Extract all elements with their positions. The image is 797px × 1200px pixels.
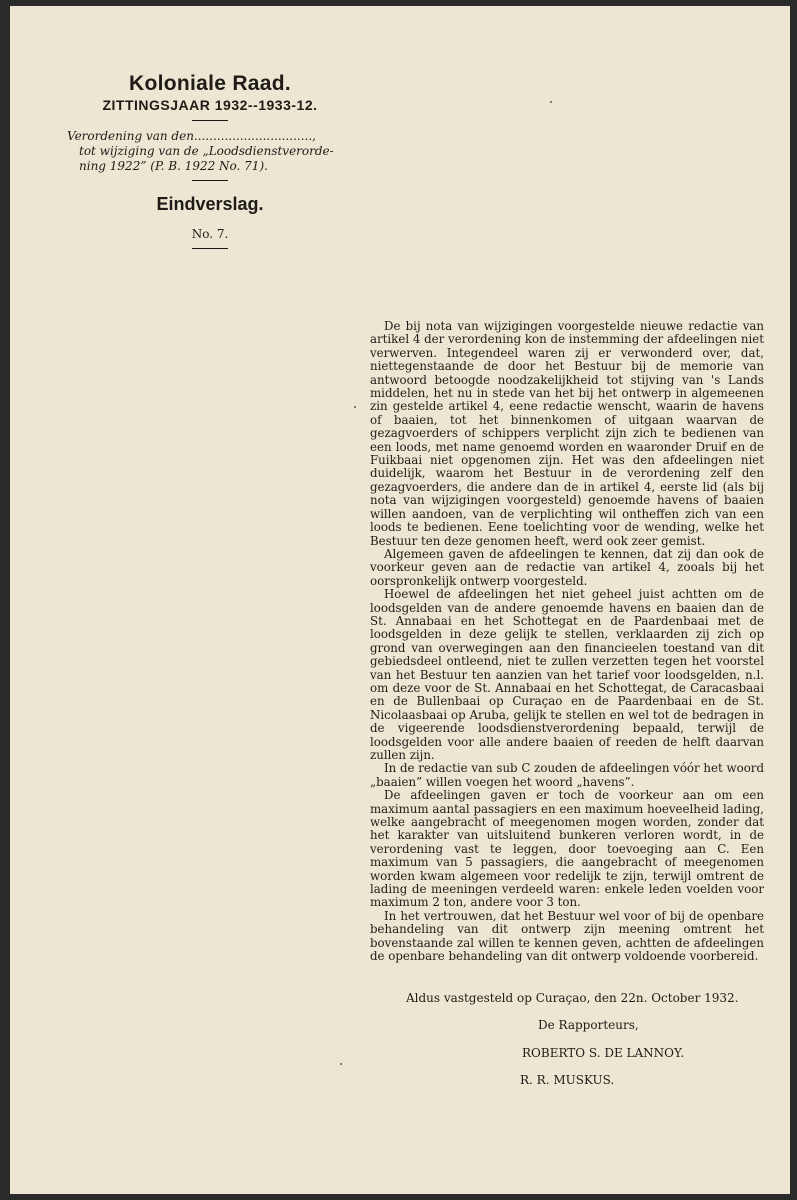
ordinance-subject: [65, 129, 355, 174]
document-header: [65, 72, 355, 249]
subject-rule: [192, 180, 228, 181]
speck: [550, 101, 552, 103]
speck: [340, 1063, 342, 1065]
report-title: Eindverslag.: [156, 194, 264, 214]
paragraph-4: In de redactie van sub C zouden de afdeelingen vóór het woord „baaien” willen voegen het woord „havens”.: [370, 761, 764, 789]
ordinance-line-3: ning 1922” (P. B. 1922 No. 71).: [79, 159, 268, 173]
council-title: Koloniale Raad.: [128, 72, 292, 95]
ordinance-line-1: Verordening van den...............................,: [67, 129, 316, 143]
speck: [354, 406, 356, 408]
signatory-2: R. R. MUSKUS.: [520, 1073, 615, 1087]
number-rule: [192, 248, 228, 249]
rapporteurs-label: De Rapporteurs,: [538, 1018, 639, 1032]
paragraph-2: Algemeen gaven de afdeelingen te kennen, dat zij dan ook de voorkeur geven aan de redactie van artikel 4, zooals bij het oorspronkelijk ontwerp voorgesteld.: [370, 546, 764, 588]
paragraph-3: Hoewel de afdeelingen het niet geheel juist achtten om de loodsgelden van de andere genoemde havens en baaien dan de St. Annabaai en het Schottegat en de Paardenbaai met de loodsgelden in deze gelijk te stellen, verklaarden zij zich op grond van overwegingen aan den financieelen toestand van dit gebiedsdeel ontleend, niet te zullen verzetten tegen het voorstel van het Bestuur ten aanzien van het tarief voor loodsgelden, n.l. om deze voor de St. Annabaai en het Schottegat, de Caracasbaai en de Bullenbaai op Curaçao en de Paardenbaai en de St. Nicolaasbaai op Aruba, gelijk te stellen en wel tot de bedragen in de vigeerende loodsdienstverordening bepaald, terwijl de loodsgelden voor alle andere baaien of reeden de helft daarvan zullen zijn.: [370, 587, 764, 762]
signatory-1: ROBERTO S. DE LANNOY.: [522, 1046, 685, 1060]
paragraph-6: In het vertrouwen, dat het Bestuur wel voor of bij de openbare behandeling van dit ontwerp zijn meening omtrent het bovenstaande zal willen te kennen geven, achtten de afdeelingen de openbare behandeling van dit ontwerp voldoende voorbereid.: [370, 908, 764, 964]
paragraph-1: De bij nota van wijzigingen voorgestelde nieuwe redactie van artikel 4 der verordening kon de instemming der afdeelingen niet verwerven. Integendeel waren zij er verwonderd over, dat, niettegenstaande de door het Bestuur bij de memorie van antwoord betoogde noodzakelijkheid tot stijving van 's Lands middelen, het nu in stede van het bij het ontwerp in algemeenen zin gestelde artikel 4, eene redactie wenscht, waarin de havens of baaien, tot het binnenkomen of uitgaan waarvan de gezagvoerders of schippers verplicht zijn zich te bedienen van een loods, met name genoemd worden en waaronder Druif en de Fuikbaai niet opgenomen zijn. Het was den afdeelingen niet duidelijk, waarom het Bestuur in de verordening zelf den gezagvoerders, die andere dan de in artikel 4, eerste lid (als bij nota van wijzigingen voorgesteld) genoemde havens of baaien willen aandoen, van de verplichting wil ontheffen zich van een loods te bedienen. Eene toelichting voor de wending, welke het Bestuur ten deze genomen heeft, werd ook zeer gemist.: [370, 319, 764, 548]
report-body: [370, 320, 764, 964]
report-number: No. 7.: [191, 227, 229, 241]
place-date: Aldus vastgesteld op Curaçao, den 22n. October 1932.: [406, 991, 739, 1005]
document-page: [10, 6, 790, 1194]
session-year: ZITTINGSJAAR 1932--1933-12.: [102, 97, 318, 113]
header-rule: [192, 120, 228, 121]
paragraph-5: De afdeelingen gaven er toch de voorkeur aan om een maximum aantal passagiers en een maximum hoeveelheid lading, welke aangebracht of meegenomen mogen worden, zonder dat het karakter van uitsluitend bunkeren verloren wordt, in de verordening vast te leggen, door toevoeging aan C. Een maximum van 5 passagiers, die aangebracht of meegenomen worden kwam algemeen voor redelijk te zijn, terwijl omtrent de lading de meeningen verdeeld waren: enkele leden voelden voor maximum 2 ton, andere voor 3 ton.: [370, 788, 764, 910]
ordinance-line-2: tot wijziging van de „Loodsdienstverorde-: [79, 144, 334, 158]
